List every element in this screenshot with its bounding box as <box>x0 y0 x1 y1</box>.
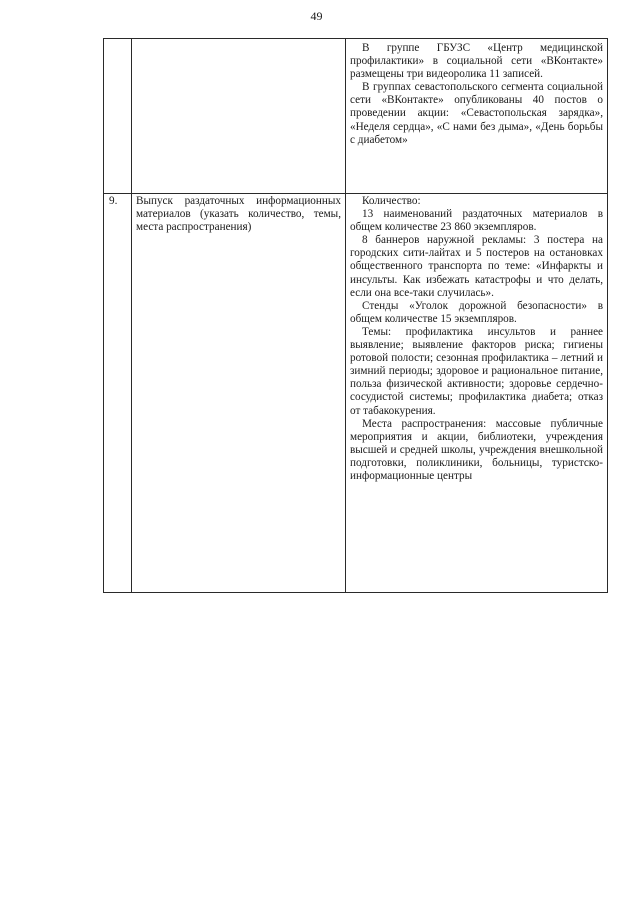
description-paragraph: Стенды «Уголок дорожной безопасности» в общем количестве 15 экземпляров. <box>350 299 603 325</box>
table-row <box>104 194 608 593</box>
row-name-cell <box>132 194 346 593</box>
row-name-cell <box>132 39 346 194</box>
row-number-cell <box>104 39 132 194</box>
row-number-cell: 9. <box>104 194 132 593</box>
description-paragraph: В группах севастопольского сегмента социальной сети «ВКонтакте» опубликованы 40 постов о проведении акции: «Севастопольская зарядка», «Неделя сердца», «С нами без дыма», «День борьбы с диабетом» <box>350 81 603 146</box>
row-name-text: Выпуск раздаточных информационных материалов (указать количество, темы, места распространения) <box>136 195 341 234</box>
description-paragraph: Темы: профилактика инсультов и раннее выявление; выявление факторов риска; гигиены ротовой полости; сезонная профилактика – летний и зимний периоды; здоровое и рациональное питание, польза физической активности; здоровье сердечно-сосудистой системы; профилактика диабета; отказ от табакокурения. <box>350 325 603 417</box>
page-number: 49 <box>310 9 323 23</box>
row-description-cell <box>346 194 608 593</box>
description-paragraph: 13 наименований раздаточных материалов в общем количестве 23 860 экземпляров. <box>350 208 603 234</box>
description-paragraph: В группе ГБУЗС «Центр медицинской профилактики» в социальной сети «ВКонтакте» размещены три видеоролика 11 записей. <box>350 42 603 81</box>
table-row <box>104 39 608 194</box>
report-table <box>103 38 608 593</box>
description-paragraph: Количество: <box>362 195 421 207</box>
description-paragraph: Места распространения: массовые публичные мероприятия и акции, библиотеки, учреждения высшей и средней школы, учреждения внешкольной подготовки, поликлиники, больницы, туристско-информационные центры <box>350 417 603 482</box>
row-description-cell <box>346 39 608 194</box>
description-paragraph: 8 баннеров наружной рекламы: 3 постера на городских сити-лайтах и 5 постеров на остановках общественного транспорта по теме: «Инфаркты и инсульты. Как избежать катастрофы и что делать, если она все-таки случилась». <box>350 234 603 299</box>
